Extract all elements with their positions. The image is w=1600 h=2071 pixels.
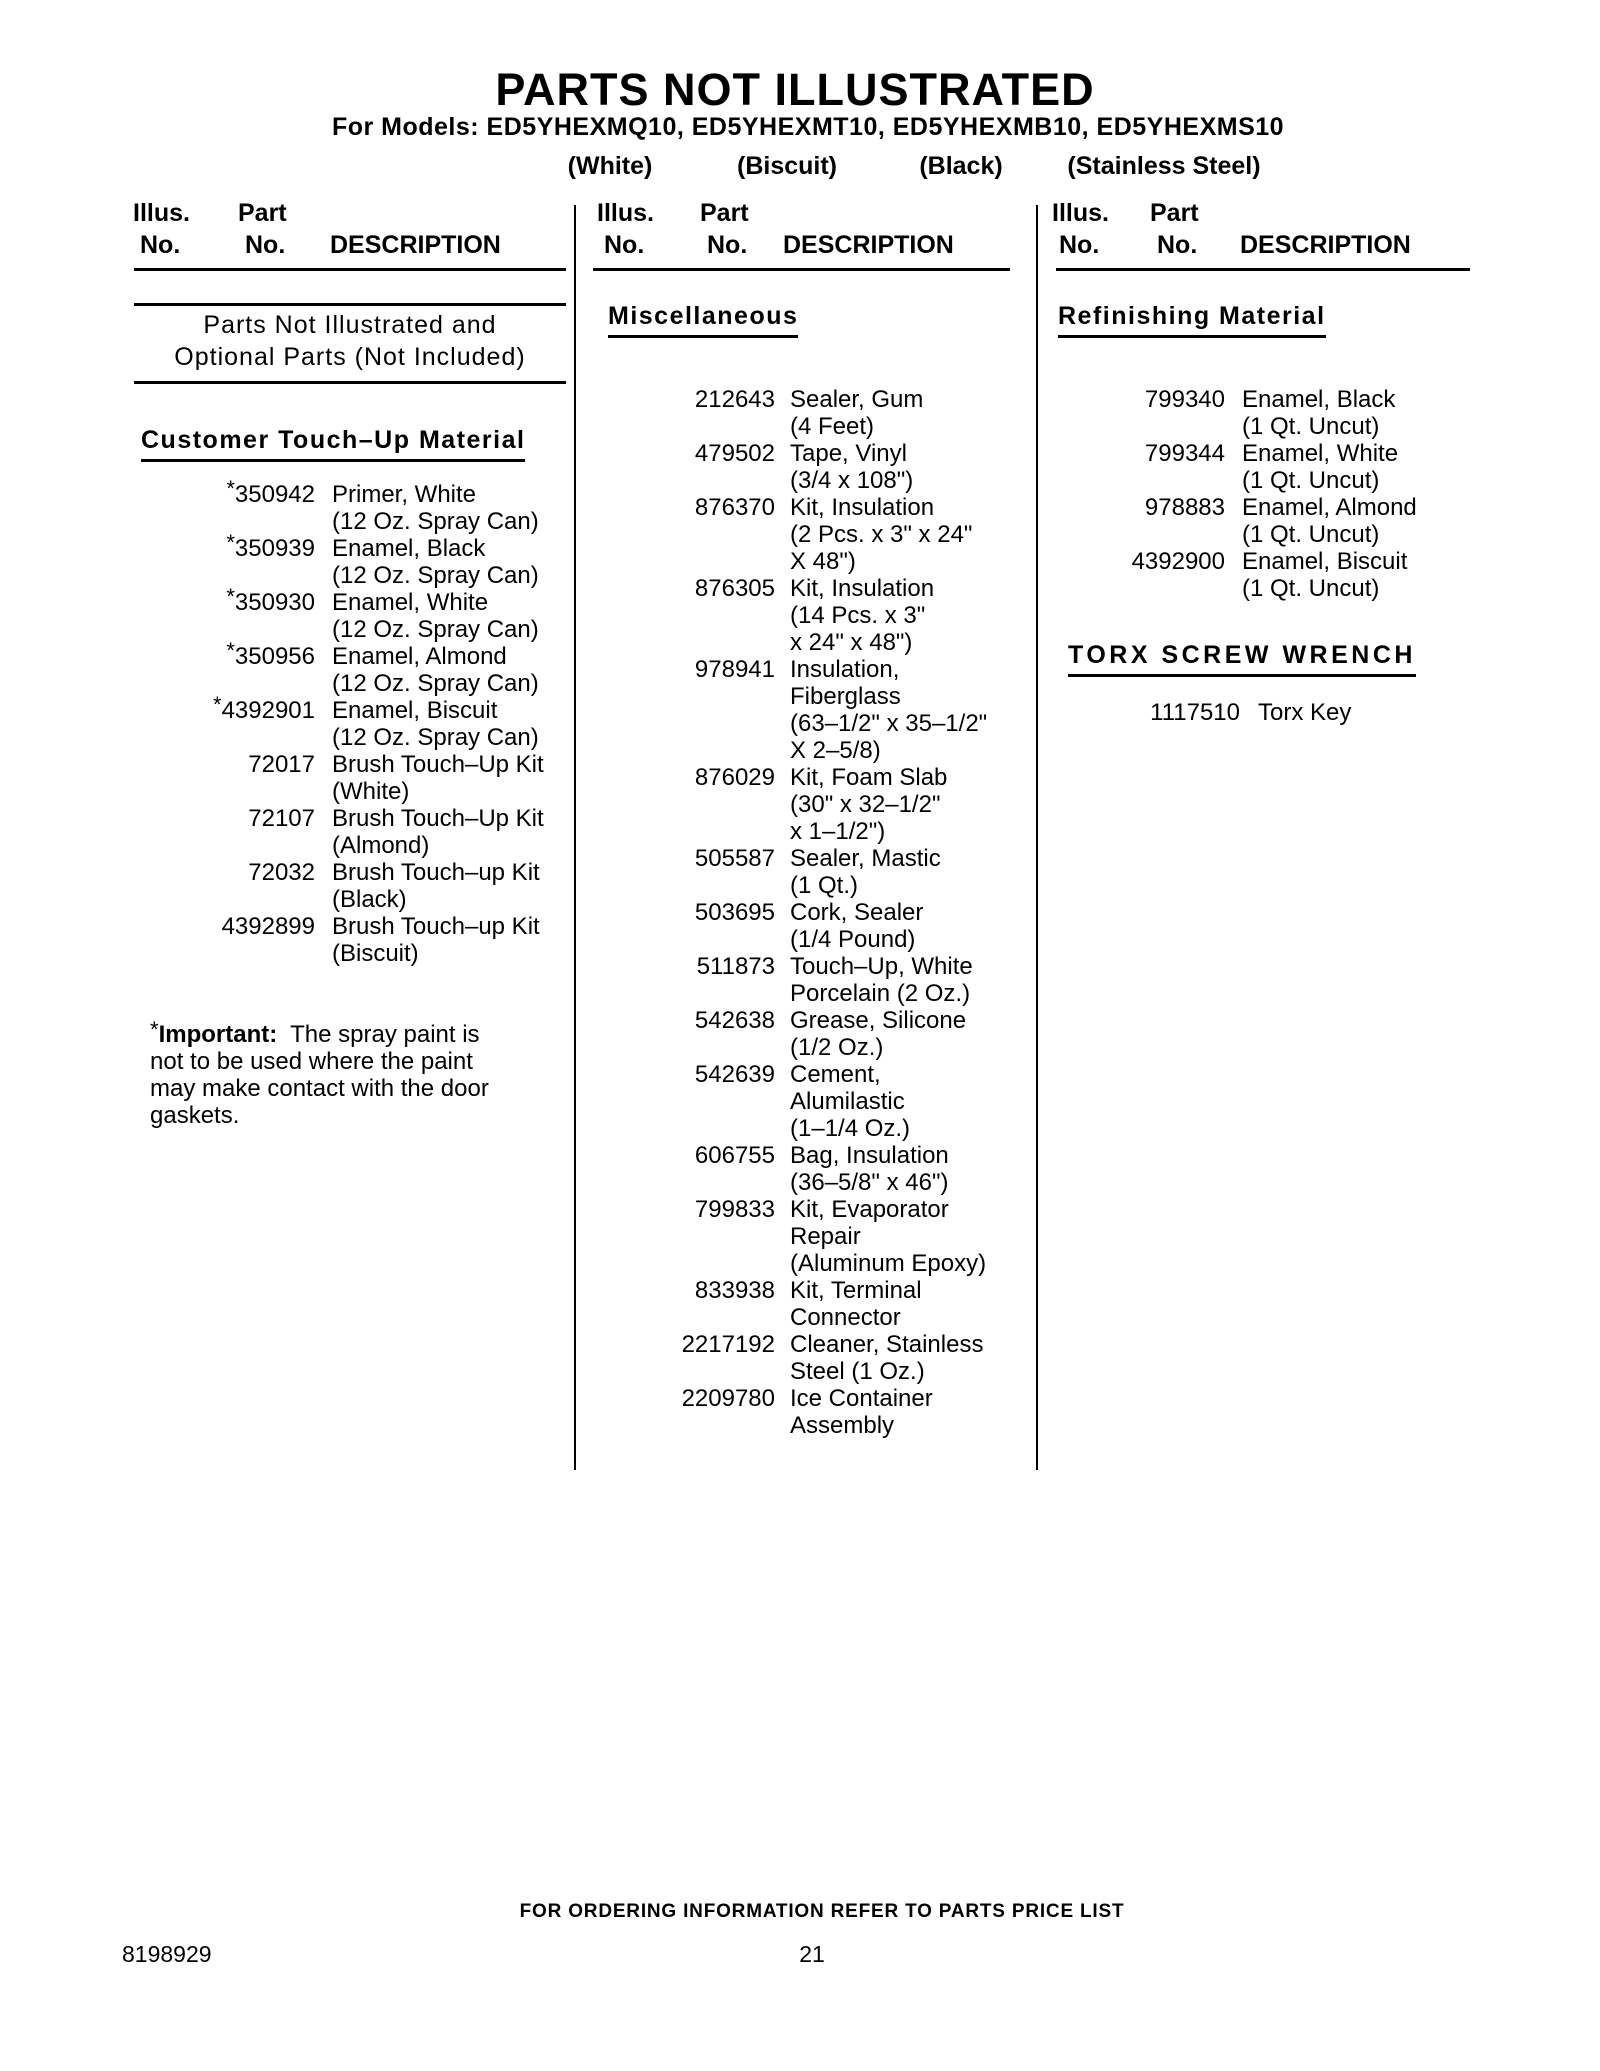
header-description-label: DESCRIPTION xyxy=(1240,231,1411,259)
part-description: (White) xyxy=(332,778,410,805)
part-row-line xyxy=(593,1250,1033,1277)
part-number: 2209780 xyxy=(681,1385,775,1412)
header-no-label: No. xyxy=(140,231,181,259)
part-description: (12 Oz. Spray Can) xyxy=(332,616,539,643)
banner-line: Optional Parts (Not Included) xyxy=(174,343,526,371)
part-description: (1/2 Oz.) xyxy=(790,1034,884,1061)
part-row-line xyxy=(593,1034,1033,1061)
part-description: Connector xyxy=(790,1304,901,1331)
header-no-label: No. xyxy=(1157,231,1198,259)
part-number xyxy=(1056,467,1225,494)
part-description: (Almond) xyxy=(332,832,430,859)
refinishing-parts-list xyxy=(1056,386,1488,602)
page-title: PARTS NOT ILLUSTRATED xyxy=(495,64,1095,115)
part-row-line xyxy=(134,692,576,724)
banner-rule-bottom xyxy=(134,381,566,384)
part-description: Enamel, Biscuit xyxy=(1242,548,1408,575)
part-number: *350930 xyxy=(226,584,315,616)
part-row-line xyxy=(593,926,1033,953)
part-description: Steel (1 Oz.) xyxy=(790,1358,925,1385)
part-row-line xyxy=(593,1142,1033,1169)
part-number: 799833 xyxy=(694,1196,775,1223)
part-number xyxy=(593,980,775,1007)
part-number xyxy=(593,1088,775,1115)
header-no-label: No. xyxy=(245,231,286,259)
note-line: gaskets. xyxy=(150,1102,240,1129)
part-row-line xyxy=(593,440,1033,467)
part-description: Grease, Silicone xyxy=(790,1007,967,1034)
banner-rule-top xyxy=(134,303,566,306)
part-description: (14 Pcs. x 3" xyxy=(790,602,926,629)
section-heading-customer-touchup: Customer Touch–Up Material xyxy=(141,426,525,462)
part-number: 4392899 xyxy=(221,913,315,940)
part-number xyxy=(593,1223,775,1250)
part-row-line xyxy=(593,1061,1033,1088)
customer-touchup-parts-list xyxy=(134,476,576,967)
part-description: Kit, Insulation xyxy=(790,575,935,602)
part-number xyxy=(593,737,775,764)
part-row-line xyxy=(134,584,576,616)
part-row-line xyxy=(593,467,1033,494)
part-description: Insulation, xyxy=(790,656,900,683)
part-description: (30" x 32–1/2" xyxy=(790,791,941,818)
part-row-line xyxy=(134,724,576,751)
column-divider xyxy=(1036,205,1038,1470)
part-number: 542639 xyxy=(694,1061,775,1088)
part-description: Touch–Up, White xyxy=(790,953,973,980)
part-number xyxy=(593,1304,775,1331)
part-number: *350939 xyxy=(226,530,315,562)
part-number: 876305 xyxy=(694,575,775,602)
part-row-line xyxy=(134,832,576,859)
part-row-line xyxy=(134,616,576,643)
part-description: (1/4 Pound) xyxy=(790,926,916,953)
part-number: 2217192 xyxy=(681,1331,775,1358)
part-description: (1 Qt.) xyxy=(790,872,859,899)
part-description: Enamel, Almond xyxy=(332,643,507,670)
part-row-line xyxy=(1056,699,1488,726)
part-number: 511873 xyxy=(696,953,775,980)
part-row-line xyxy=(593,1196,1033,1223)
part-description: Brush Touch–up Kit xyxy=(332,913,540,940)
part-number: 876370 xyxy=(694,494,775,521)
torx-parts-list xyxy=(1056,699,1488,726)
part-description: x 1–1/2") xyxy=(790,818,886,845)
part-number xyxy=(1056,521,1225,548)
finish-label-black: (Black) xyxy=(919,152,1003,180)
finish-label-stainless: (Stainless Steel) xyxy=(1067,152,1261,180)
part-number: *350942 xyxy=(226,476,315,508)
part-row-line xyxy=(134,670,576,697)
part-description: Sealer, Mastic xyxy=(790,845,941,872)
part-row-line xyxy=(593,872,1033,899)
important-note xyxy=(150,1017,489,1129)
part-description: Alumilastic xyxy=(790,1088,905,1115)
part-number xyxy=(134,670,315,697)
part-row-line xyxy=(593,818,1033,845)
finish-label-white: (White) xyxy=(567,152,653,180)
part-description: Sealer, Gum xyxy=(790,386,924,413)
part-number: 1117510 xyxy=(1150,699,1240,726)
part-row-line xyxy=(593,980,1033,1007)
part-description: (Biscuit) xyxy=(332,940,419,967)
part-description: Porcelain (2 Oz.) xyxy=(790,980,971,1007)
finish-label-biscuit: (Biscuit) xyxy=(737,152,837,180)
page-number: 21 xyxy=(799,1941,825,1967)
part-number xyxy=(593,602,775,629)
part-row-line xyxy=(134,530,576,562)
part-row-line xyxy=(593,1115,1033,1142)
part-row-line xyxy=(1056,467,1488,494)
part-number xyxy=(593,1358,775,1385)
part-description: Enamel, White xyxy=(1242,440,1399,467)
part-row-line xyxy=(1056,413,1488,440)
part-row-line xyxy=(134,638,576,670)
part-number xyxy=(134,562,315,589)
part-row-line xyxy=(593,1223,1033,1250)
part-description: (12 Oz. Spray Can) xyxy=(332,508,539,535)
part-number: 606755 xyxy=(694,1142,775,1169)
part-row-line xyxy=(593,710,1033,737)
asterisk-marker: * xyxy=(226,584,235,609)
part-number xyxy=(593,926,775,953)
part-number: 978941 xyxy=(694,656,775,683)
part-row-line xyxy=(593,575,1033,602)
part-number xyxy=(134,832,315,859)
part-number: 799344 xyxy=(1144,440,1225,467)
section-heading-torx: TORX SCREW WRENCH xyxy=(1068,641,1416,677)
part-description: (1 Qt. Uncut) xyxy=(1242,413,1380,440)
part-row-line xyxy=(1056,440,1488,467)
part-number: 212643 xyxy=(694,386,775,413)
header-no-label: No. xyxy=(707,231,748,259)
part-description: Cleaner, Stainless xyxy=(790,1331,984,1358)
asterisk-marker: * xyxy=(226,638,235,663)
part-row-line xyxy=(593,791,1033,818)
part-number xyxy=(1056,575,1225,602)
asterisk-marker: * xyxy=(150,1017,159,1042)
header-rule xyxy=(593,268,1010,271)
part-description: Enamel, Almond xyxy=(1242,494,1417,521)
part-row-line xyxy=(593,521,1033,548)
part-description: (12 Oz. Spray Can) xyxy=(332,670,539,697)
document-number: 8198929 xyxy=(122,1941,212,1967)
part-row-line xyxy=(134,859,576,886)
part-number xyxy=(593,467,775,494)
part-description: x 24" x 48") xyxy=(790,629,913,656)
part-description: Ice Container xyxy=(790,1385,933,1412)
part-description: Kit, Insulation xyxy=(790,494,935,521)
part-row-line xyxy=(593,1007,1033,1034)
note-label: Important: xyxy=(158,1021,278,1048)
part-row-line xyxy=(593,953,1033,980)
part-number xyxy=(593,1115,775,1142)
part-row-line xyxy=(134,913,576,940)
part-number: 72017 xyxy=(248,751,315,778)
part-row-line xyxy=(593,1385,1033,1412)
note-line: not to be used where the paint xyxy=(150,1048,473,1075)
part-description: Kit, Foam Slab xyxy=(790,764,948,791)
part-row-line xyxy=(593,1277,1033,1304)
part-number xyxy=(593,818,775,845)
part-description: Enamel, White xyxy=(332,589,489,616)
part-number xyxy=(593,1034,775,1061)
part-description: Torx Key xyxy=(1258,699,1352,726)
part-number xyxy=(593,791,775,818)
header-rule xyxy=(1056,268,1470,271)
part-number: 833938 xyxy=(694,1277,775,1304)
part-row-line xyxy=(593,845,1033,872)
part-description: Tape, Vinyl xyxy=(790,440,907,467)
part-row-line xyxy=(593,1412,1033,1439)
part-description: Enamel, Biscuit xyxy=(332,697,498,724)
part-row-line xyxy=(593,1304,1033,1331)
part-number xyxy=(134,508,315,535)
part-description: Brush Touch–Up Kit xyxy=(332,751,544,778)
part-row-line xyxy=(134,805,576,832)
part-description: X 48") xyxy=(790,548,856,575)
part-description: Brush Touch–up Kit xyxy=(332,859,540,886)
part-number xyxy=(593,1250,775,1277)
part-row-line xyxy=(134,476,576,508)
header-illus-label: Illus. xyxy=(597,199,654,227)
part-number: 479502 xyxy=(694,440,775,467)
part-description: Bag, Insulation xyxy=(790,1142,949,1169)
section-heading-miscellaneous: Miscellaneous xyxy=(608,302,798,338)
asterisk-marker: * xyxy=(226,476,235,501)
part-number xyxy=(134,940,315,967)
part-description: Enamel, Black xyxy=(1242,386,1396,413)
part-row-line xyxy=(593,548,1033,575)
part-row-line xyxy=(134,940,576,967)
part-description: (63–1/2" x 35–1/2" xyxy=(790,710,988,737)
part-description: Primer, White xyxy=(332,481,477,508)
part-number xyxy=(593,683,775,710)
part-number xyxy=(134,724,315,751)
header-description-label: DESCRIPTION xyxy=(330,231,501,259)
part-row-line xyxy=(593,899,1033,926)
part-row-line xyxy=(593,737,1033,764)
part-description: (2 Pcs. x 3" x 24" xyxy=(790,521,973,548)
part-description: (1 Qt. Uncut) xyxy=(1242,521,1380,548)
part-row-line xyxy=(1056,548,1488,575)
header-no-label: No. xyxy=(604,231,645,259)
part-description: Repair xyxy=(790,1223,861,1250)
part-row-line xyxy=(593,1358,1033,1385)
part-number: *4392901 xyxy=(213,692,315,724)
part-description: Kit, Terminal xyxy=(790,1277,922,1304)
header-no-label: No. xyxy=(1059,231,1100,259)
part-row-line xyxy=(1056,521,1488,548)
banner-line: Parts Not Illustrated and xyxy=(203,311,497,339)
part-row-line xyxy=(593,494,1033,521)
part-number xyxy=(134,778,315,805)
part-description: Cork, Sealer xyxy=(790,899,924,926)
part-description: Fiberglass xyxy=(790,683,901,710)
part-row-line xyxy=(1056,494,1488,521)
part-description: (12 Oz. Spray Can) xyxy=(332,724,539,751)
models-line: For Models: ED5YHEXMQ10, ED5YHEXMT10, ED5YHEXMB10, ED5YHEXMS10 xyxy=(331,113,1285,141)
asterisk-marker: * xyxy=(226,530,235,555)
section-heading-refinishing: Refinishing Material xyxy=(1058,302,1326,338)
note-line xyxy=(150,1017,489,1048)
header-illus-label: Illus. xyxy=(1052,199,1109,227)
header-part-label: Part xyxy=(238,199,287,227)
part-description: (36–5/8" x 46") xyxy=(790,1169,949,1196)
part-number: 542638 xyxy=(694,1007,775,1034)
part-description: (1 Qt. Uncut) xyxy=(1242,467,1380,494)
part-row-line xyxy=(593,413,1033,440)
part-description: (12 Oz. Spray Can) xyxy=(332,562,539,589)
part-row-line xyxy=(134,751,576,778)
part-number: 72032 xyxy=(248,859,315,886)
part-description: (4 Feet) xyxy=(790,413,875,440)
header-rule xyxy=(134,268,566,271)
part-number xyxy=(593,710,775,737)
part-row-line xyxy=(134,778,576,805)
part-row-line xyxy=(593,1169,1033,1196)
miscellaneous-parts-list xyxy=(593,386,1033,1439)
part-row-line xyxy=(134,508,576,535)
part-number: 978883 xyxy=(1144,494,1225,521)
ordering-info-line: FOR ORDERING INFORMATION REFER TO PARTS PRICE LIST xyxy=(519,1901,1125,1922)
part-number xyxy=(593,548,775,575)
part-number xyxy=(593,413,775,440)
note-line: may make contact with the door xyxy=(150,1075,489,1102)
part-row-line xyxy=(593,764,1033,791)
header-part-label: Part xyxy=(700,199,749,227)
part-row-line xyxy=(593,1088,1033,1115)
part-number: *350956 xyxy=(226,638,315,670)
part-number: 4392900 xyxy=(1131,548,1225,575)
header-description-label: DESCRIPTION xyxy=(783,231,954,259)
part-number xyxy=(134,886,315,913)
part-description: Brush Touch–Up Kit xyxy=(332,805,544,832)
part-number xyxy=(593,1412,775,1439)
part-description: Enamel, Black xyxy=(332,535,486,562)
part-row-line xyxy=(593,656,1033,683)
part-number: 72107 xyxy=(248,805,315,832)
part-number xyxy=(593,629,775,656)
part-row-line xyxy=(593,629,1033,656)
part-description: (1–1/4 Oz.) xyxy=(790,1115,911,1142)
header-part-label: Part xyxy=(1150,199,1199,227)
part-number xyxy=(134,616,315,643)
part-number: 876029 xyxy=(694,764,775,791)
part-number: 505587 xyxy=(694,845,775,872)
part-number xyxy=(1056,413,1225,440)
part-description: X 2–5/8) xyxy=(790,737,881,764)
part-row-line xyxy=(593,386,1033,413)
part-row-line xyxy=(1056,575,1488,602)
part-number xyxy=(593,1169,775,1196)
part-row-line xyxy=(134,562,576,589)
part-row-line xyxy=(593,1331,1033,1358)
part-number: 503695 xyxy=(694,899,775,926)
part-description: Assembly xyxy=(790,1412,895,1439)
part-number: 799340 xyxy=(1144,386,1225,413)
note-text: The spray paint is xyxy=(277,1021,480,1048)
part-description: (1 Qt. Uncut) xyxy=(1242,575,1380,602)
part-number xyxy=(593,872,775,899)
part-description: (Aluminum Epoxy) xyxy=(790,1250,987,1277)
part-description: (3/4 x 108") xyxy=(790,467,914,494)
part-row-line xyxy=(593,683,1033,710)
part-row-line xyxy=(134,886,576,913)
part-number xyxy=(593,521,775,548)
part-row-line xyxy=(593,602,1033,629)
part-description: Cement, xyxy=(790,1061,881,1088)
part-row-line xyxy=(1056,386,1488,413)
part-description: Kit, Evaporator xyxy=(790,1196,949,1223)
header-illus-label: Illus. xyxy=(133,199,190,227)
asterisk-marker: * xyxy=(213,692,222,717)
part-description: (Black) xyxy=(332,886,407,913)
banner-text xyxy=(134,309,566,373)
